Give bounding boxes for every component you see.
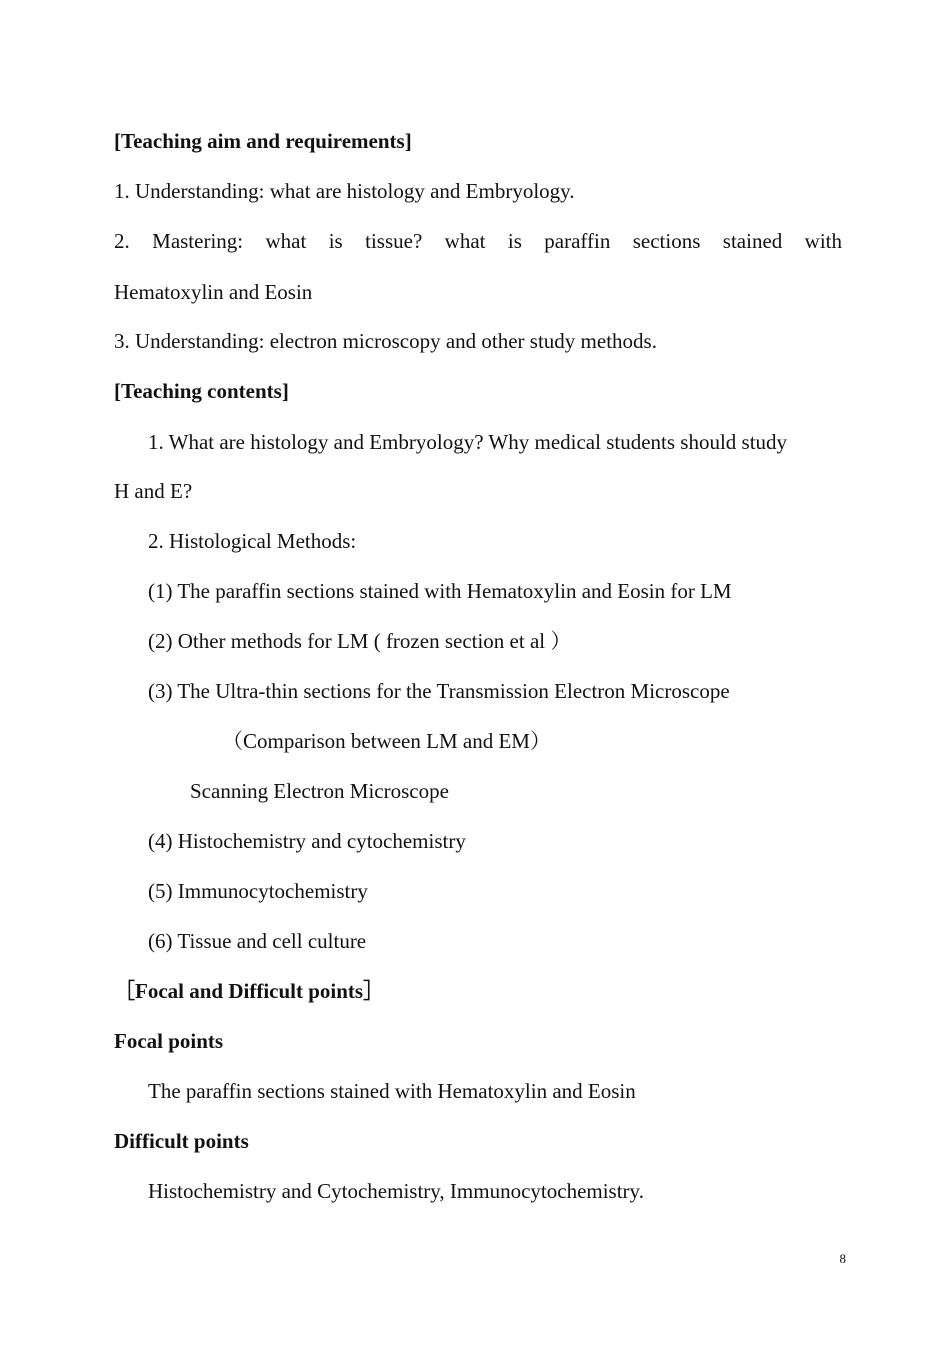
method-item-6: (6) Tissue and cell culture (148, 929, 367, 953)
method-item-4: (4) Histochemistry and cytochemistry (148, 829, 466, 853)
method-item-3: (3) The Ultra-thin sections for the Transmission Electron Microscope (148, 679, 730, 703)
aim-heading: [Teaching aim and requirements] (114, 129, 412, 153)
contents-heading: [Teaching contents] (114, 379, 289, 403)
contents-item-2: 2. Histological Methods: (148, 529, 357, 553)
method-item-1: (1) The paraffin sections stained with Hematoxylin and Eosin for LM (148, 579, 732, 603)
contents-item-1: 1. What are histology and Embryology? Why medical students should study (148, 430, 788, 454)
aim-item-2-continuation: Hematoxylin and Eosin (114, 280, 313, 304)
difficult-points-text: Histochemistry and Cytochemistry, Immunocytochemistry. (148, 1179, 644, 1203)
difficult-points-heading: Difficult points (114, 1129, 249, 1153)
comparison-note: （Comparison between LM and EM） (222, 729, 551, 753)
contents-item-1-continuation: H and E? (114, 479, 193, 503)
aim-item-1: 1. Understanding: what are histology and Embryology. (114, 179, 575, 203)
aim-item-3: 3. Understanding: electron microscopy and other study methods. (114, 329, 657, 353)
focal-points-text: The paraffin sections stained with Hematoxylin and Eosin (148, 1079, 636, 1103)
method-item-2: (2) Other methods for LM ( frozen section et al ） (148, 629, 572, 653)
focal-difficult-heading: ［Focal and Difficult points］ (114, 979, 385, 1003)
method-item-5: (5) Immunocytochemistry (148, 879, 368, 903)
focal-points-heading: Focal points (114, 1029, 224, 1053)
page-number: 8 (839, 1251, 846, 1266)
scanning-em-note: Scanning Electron Microscope (190, 779, 449, 803)
aim-item-2: 2. Mastering: what is tissue? what is paraffin sections stained with (114, 229, 842, 253)
